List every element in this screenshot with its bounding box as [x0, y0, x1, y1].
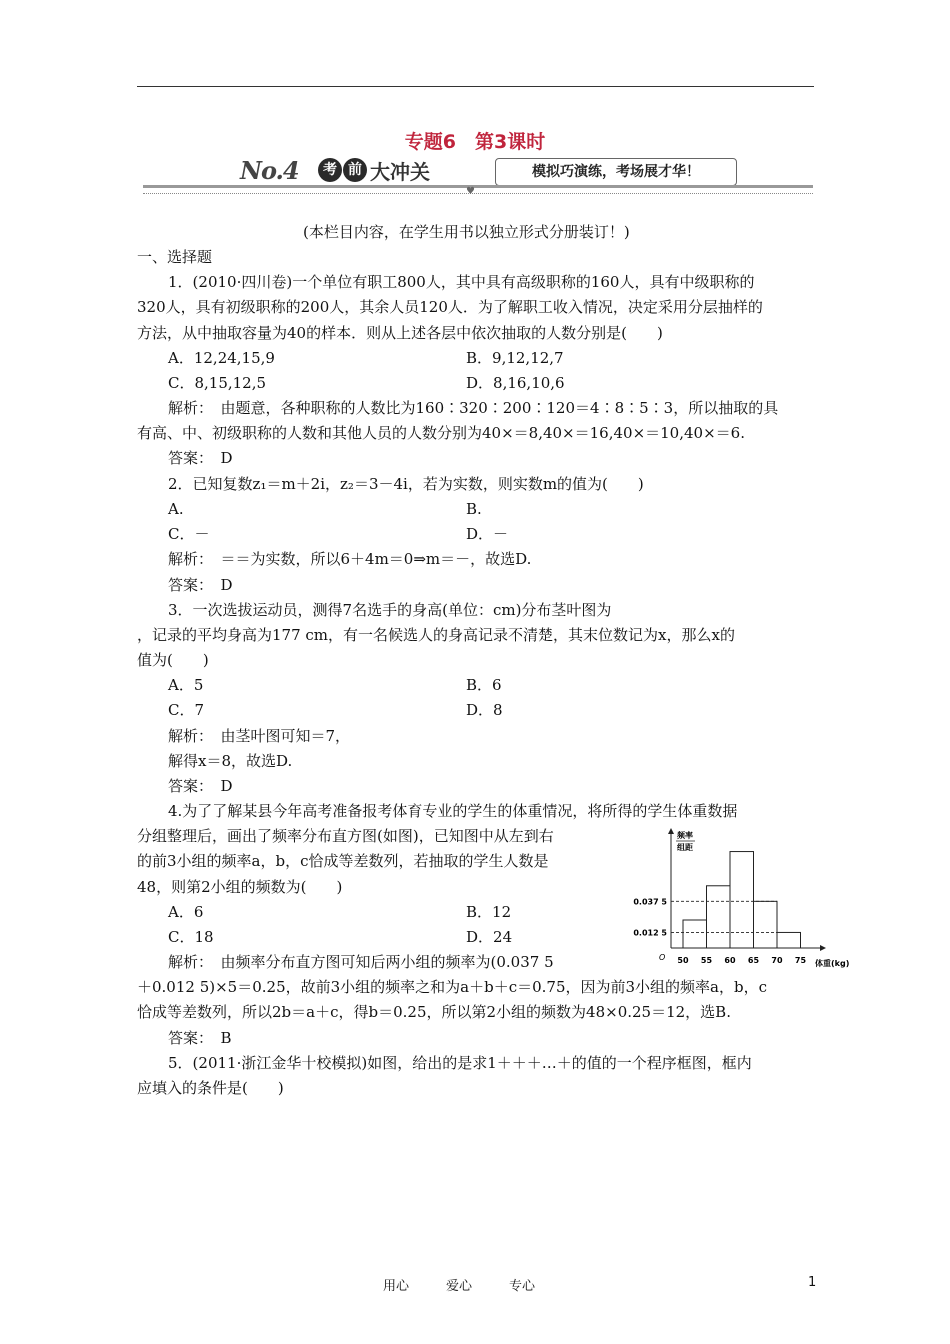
banner-rule — [143, 185, 813, 188]
q4-solution-2: ＋0.012 5)×5＝0.25，故前3小组的频率之和为a＋b＋c＝0.75，因为前3小组的频率a，b，c — [137, 978, 767, 996]
q1-line1: 1．(2010·四川卷)一个单位有职工800人，其中具有高级职称的160人，具有中级职称的 — [168, 273, 755, 291]
page-title: 专题6 第3课时 — [404, 131, 546, 153]
binding-note: (本栏目内容，在学生用书以独立形式分册装订！) — [303, 223, 630, 241]
q4-line2: 分组整理后，画出了频率分布直方图(如图)，已知图中从左到右 — [137, 827, 554, 845]
histogram-bar-70-75 — [777, 932, 801, 948]
y-label-top: 频率 — [677, 831, 693, 840]
q3-option-c: C．7 — [168, 701, 205, 719]
banner-heart-icon: ♥ — [466, 186, 475, 197]
q3-solution-1: 解析： 由茎叶图可知＝7， — [168, 727, 351, 745]
page-number: 1 — [808, 1275, 817, 1290]
q4-option-a: A．6 — [168, 903, 204, 921]
x-axis-arrow — [820, 945, 826, 951]
q4-line1: 4.为了了解某县今年高考准备报考体育专业的学生的体重情况，将所得的学生体重数据 — [168, 802, 738, 820]
x-tick-label: 55 — [700, 956, 713, 965]
banner-slogan: 模拟巧演练，考场展才华！ — [495, 158, 737, 186]
frequency-histogram — [625, 826, 865, 976]
q3-answer: 答案： D — [168, 777, 233, 795]
banner-circle-kao: 考 — [318, 158, 342, 182]
q1-option-c: C．8,15,12,5 — [168, 374, 267, 392]
y-tick-label: 0.012 5 — [633, 928, 667, 938]
y-tick-label: 0.037 5 — [633, 897, 667, 907]
section-heading: 一、选择题 — [137, 248, 213, 266]
banner-logo-no: No.4 — [240, 156, 299, 185]
histogram-bars — [683, 852, 801, 948]
footer-text-1: 用心 — [383, 1279, 410, 1294]
q2-line1: 2．已知复数z₁＝m＋2i，z₂＝3－4i，若为实数，则实数m的值为( ) — [168, 475, 644, 493]
x-axis-label: 体重(kg) — [815, 959, 850, 968]
q4-solution-3: 恰成等差数列，所以2b＝a＋c，得b＝0.25，所以第2小组的频数为48×0.25＝12，选B. — [137, 1003, 731, 1021]
q1-solution-2: 有高、中、初级职称的人数和其他人员的人数分别为40×＝8,40×＝16,40×＝10,40×＝6. — [137, 424, 745, 442]
q5-line2: 应填入的条件是( ) — [137, 1079, 284, 1097]
q3-line1: 3．一次选拔运动员，测得7名选手的身高(单位：cm)分布茎叶图为 — [168, 601, 612, 619]
q5-line1: 5．(2011·浙江金华十校模拟)如图，给出的是求1＋＋＋…＋的值的一个程序框图，框内 — [168, 1054, 752, 1072]
x-tick-label: 60 — [724, 956, 736, 965]
q4-option-d: D．24 — [466, 928, 513, 946]
banner-dotted-rule — [143, 193, 813, 194]
q4-line3: 的前3小组的频率a，b，c恰成等差数列，若抽取的学生人数是 — [137, 852, 549, 870]
q3-option-a: A．5 — [168, 676, 204, 694]
y-axis-arrow — [668, 828, 674, 834]
footer-text-3: 专心 — [509, 1279, 536, 1294]
x-tick-label: 75 — [794, 956, 807, 965]
histogram-bar-50-55 — [683, 920, 707, 948]
top-rule — [137, 86, 814, 87]
histogram-bar-55-60 — [707, 886, 731, 948]
origin-label: O — [659, 953, 666, 962]
x-tick-label: 50 — [677, 956, 689, 965]
q2-option-a: A. — [168, 500, 184, 518]
q1-option-d: D．8,16,10,6 — [466, 374, 565, 392]
q4-line4: 48，则第2小组的频数为( ) — [137, 878, 343, 896]
q1-answer: 答案： D — [168, 449, 233, 467]
q4-option-c: C．18 — [168, 928, 214, 946]
q3-option-d: D．8 — [466, 701, 503, 719]
x-tick-label: 70 — [771, 956, 783, 965]
q1-line3: 方法，从中抽取容量为40的样本．则从上述各层中依次抽取的人数分别是( ) — [137, 324, 663, 342]
footer-text-2: 爱心 — [446, 1279, 473, 1294]
q4-solution-1: 解析： 由频率分布直方图可知后两小组的频率为(0.037 5 — [168, 953, 554, 971]
q1-line2: 320人，具有初级职称的200人，其余人员120人．为了解职工收入情况，决定采用分层抽样的 — [137, 298, 763, 316]
q1-solution-1: 解析： 由题意，各种职称的人数比为160∶320∶200∶120＝4∶8∶5∶3，所以抽取的具 — [168, 399, 779, 417]
q3-line3: 值为( ) — [137, 651, 209, 669]
q3-option-b: B．6 — [466, 676, 502, 694]
x-tick-label: 65 — [747, 956, 760, 965]
q2-answer: 答案： D — [168, 576, 233, 594]
y-label-bottom: 组距 — [677, 843, 693, 852]
banner-big-text: 大冲关 — [370, 160, 430, 184]
q3-solution-2: 解得x＝8，故选D. — [168, 752, 293, 770]
q3-line2: ，记录的平均身高为177 cm，有一名候选人的身高记录不清楚，其末位数记为x，那么x的 — [137, 626, 735, 644]
banner-circle-qian: 前 — [343, 158, 367, 182]
histogram-bar-60-65 — [730, 852, 754, 948]
q2-option-b: B. — [466, 500, 482, 518]
x-tick-labels — [677, 956, 806, 965]
q2-solution: 解析： ＝＝为实数，所以6＋4m＝0⇒m＝－，故选D. — [168, 550, 532, 568]
q2-option-d: D．－ — [466, 525, 509, 543]
q2-option-c: C．－ — [168, 525, 210, 543]
histogram-bar-65-70 — [754, 901, 778, 948]
q1-option-a: A．12,24,15,9 — [168, 349, 275, 367]
q4-option-b: B．12 — [466, 903, 512, 921]
q1-option-b: B．9,12,12,7 — [466, 349, 564, 367]
q4-answer: 答案： B — [168, 1029, 232, 1047]
